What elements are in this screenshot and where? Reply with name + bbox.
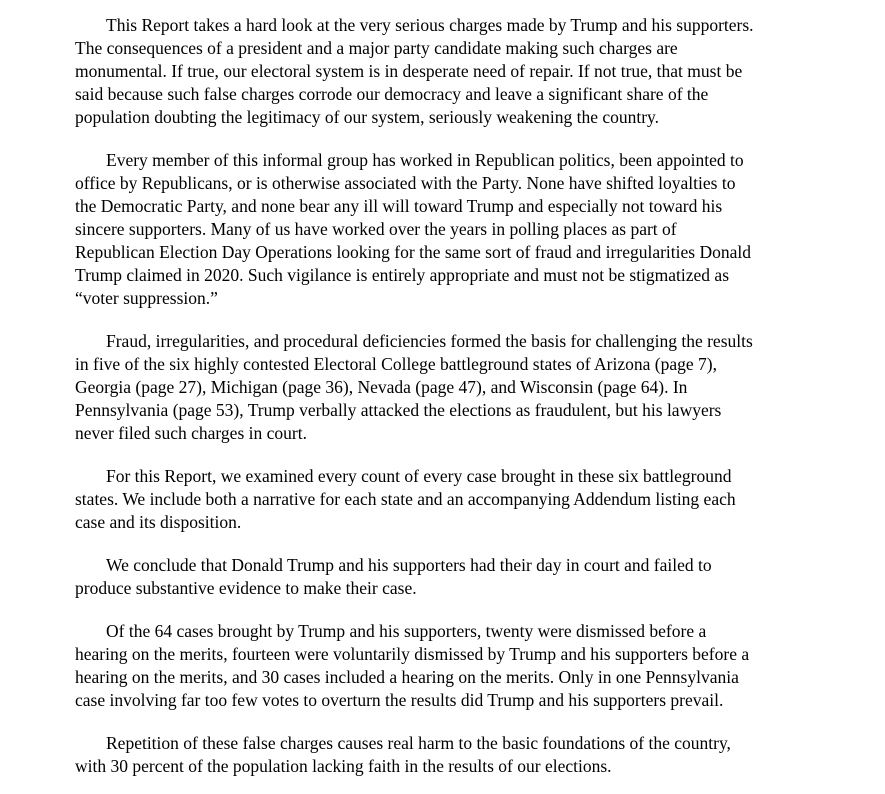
document-body [75, 14, 855, 778]
paragraph-battleground-states: Fraud, irregularities, and procedural deficiencies formed the basis for challenging the results in five of the six highly contested Electoral College battleground states of Arizona (page 7), Georgia (page 27), Michigan (page 36), Nevada (page 47), and Wisconsin (page 64). In Pennsylvania (page 53), Trump verbally attacked the elections as fraudulent, but his lawyers never filed such charges in court. [75, 331, 753, 443]
paragraph-group-membership: Every member of this informal group has worked in Republican politics, been appointed to office by Republicans, or is otherwise associated with the Party. None have shifted loyalties to the Democratic Party, and none bear any ill will toward Trump and especially not toward his sincere supporters. Many of us have worked over the years in polling places as part of Republican Election Day Operations looking for the same sort of fraud and irregularities Donald Trump claimed in 2020. Such vigilance is entirely appropriate and must not be stigmatized as “voter suppression.” [75, 150, 751, 308]
paragraph-conclusion: We conclude that Donald Trump and his supporters had their day in court and failed to produce substantive evidence to make their case. [75, 555, 712, 598]
paragraph-methodology: For this Report, we examined every count of every case brought in these six battleground states. We include both a narrative for each state and an accompanying Addendum listing each case and its disposition. [75, 466, 736, 532]
paragraph-case-statistics: Of the 64 cases brought by Trump and his supporters, twenty were dismissed before a hearing on the merits, fourteen were voluntarily dismissed by Trump and his supporters before a hearing on the merits, and 30 cases included a hearing on the merits. Only in one Pennsylvania case involving far too few votes to overturn the results did Trump and his supporters prevail. [75, 621, 750, 710]
paragraph-introduction: This Report takes a hard look at the very serious charges made by Trump and his supporters. The consequences of a president and a major party candidate making such charges are monumental. If true, our electoral system is in desperate need of repair. If not true, that must be said because such false charges corrode our democracy and leave a significant share of the population doubting the legitimacy of our system, seriously weakening the country. [75, 15, 754, 127]
paragraph-harm: Repetition of these false charges causes real harm to the basic foundations of the country, with 30 percent of the population lacking faith in the results of our elections. [75, 733, 731, 776]
